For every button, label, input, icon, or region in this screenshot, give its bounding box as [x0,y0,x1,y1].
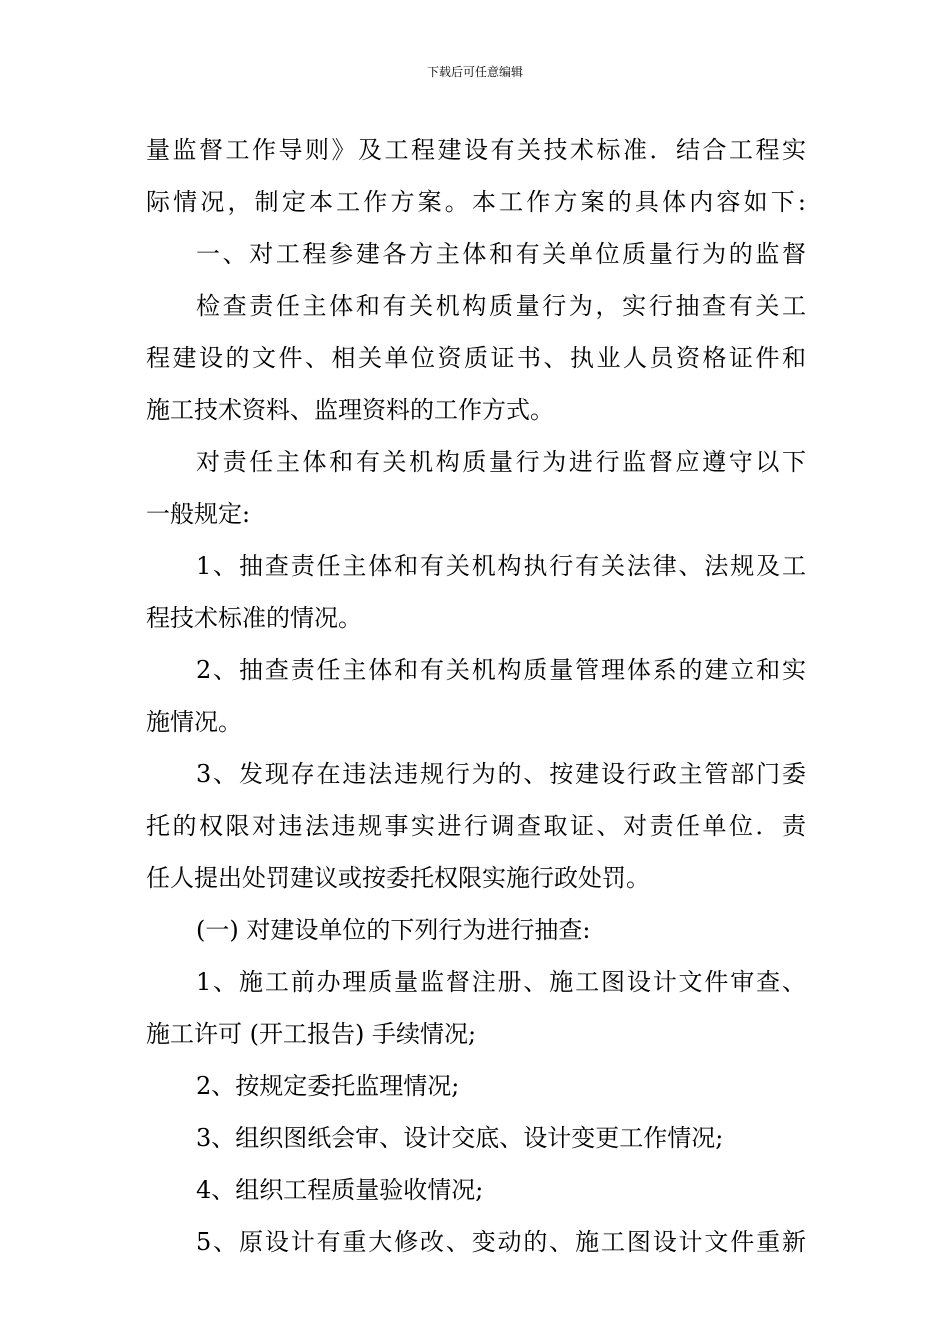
text-line: 任人提出处罚建议或按委托权限实施行政处罚。 [146,864,650,892]
text-line: 量监督工作导则》及工程建设有关技术标准．结合工程实 [146,136,806,164]
text-line: 程技术标准的情况。 [146,604,362,632]
text-line: 3、发现存在违法违规行为的、按建设行政主管部门委 [196,760,806,788]
text-line: 一般规定: [146,500,251,528]
text-line: 托的权限对违法违规事实进行调查取证、对责任单位．责 [146,812,806,840]
text-line: 检查责任主体和有关机构质量行为，实行抽查有关工 [196,292,806,320]
page-header: 下载后可任意编辑 [426,65,523,79]
text-line: (一) 对建设单位的下列行为进行抽查: [196,916,591,944]
text-line: 1、施工前办理质量监督注册、施工图设计文件审查、 [196,968,806,996]
text-line: 2、抽查责任主体和有关机构质量管理体系的建立和实 [196,656,806,684]
text-line: 5、原设计有重大修改、变动的、施工图设计文件重新 [196,1228,806,1256]
text-line: 施情况。 [146,708,242,736]
text-line: 际情况，制定本工作方案。本工作方案的具体内容如下: [146,188,806,216]
text-line: 4、组织工程质量验收情况; [196,1176,484,1204]
text-line: 施工许可 (开工报告) 手续情况; [146,1020,477,1048]
text-line: 2、按规定委托监理情况; [196,1072,460,1100]
text-line: 程建设的文件、相关单位资质证书、执业人员资格证件和 [146,344,806,372]
text-line: 3、组织图纸会审、设计交底、设计变更工作情况; [196,1124,724,1152]
text-line: 对责任主体和有关机构质量行为进行监督应遵守以下 [196,448,806,476]
text-line: 1、抽查责任主体和有关机构执行有关法律、法规及工 [196,552,806,580]
text-line: 一、对工程参建各方主体和有关单位质量行为的监督 [196,240,806,268]
document-body [146,124,806,1268]
text-line: 施工技术资料、监理资料的工作方式。 [146,396,554,424]
